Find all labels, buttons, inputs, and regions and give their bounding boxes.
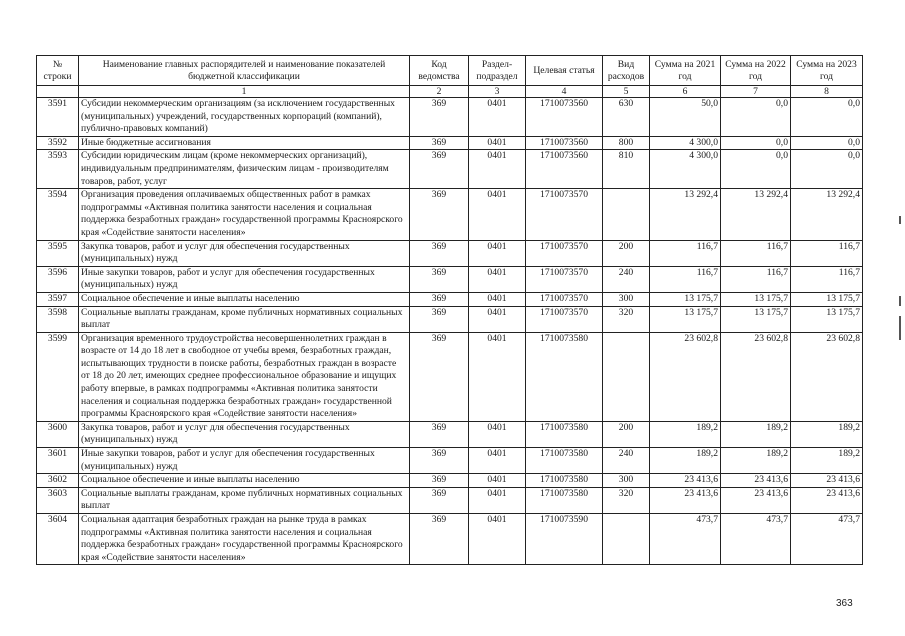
sum-2021-cell: 116,7 xyxy=(650,240,721,266)
row-number-cell: 3594 xyxy=(37,189,79,240)
scan-artifact xyxy=(899,216,901,224)
target-item-cell: 1710073580 xyxy=(526,474,603,488)
table-row xyxy=(37,514,863,565)
sum-2022-cell: 23 413,6 xyxy=(721,487,791,513)
sum-2022-cell: 116,7 xyxy=(721,266,791,292)
sum-2021-cell: 116,7 xyxy=(650,266,721,292)
row-number-cell: 3604 xyxy=(37,514,79,565)
table-body xyxy=(37,98,863,565)
department-code-cell: 369 xyxy=(410,266,469,292)
sum-2022-cell: 0,0 xyxy=(721,136,791,150)
sum-2021-cell: 50,0 xyxy=(650,98,721,137)
target-item-cell: 1710073570 xyxy=(526,266,603,292)
target-item-cell: 1710073570 xyxy=(526,189,603,240)
sum-2023-cell: 189,2 xyxy=(791,421,863,447)
target-item-cell: 1710073560 xyxy=(526,150,603,189)
header-expense-type: Вид расходов xyxy=(603,56,650,86)
target-item-cell: 1710073580 xyxy=(526,332,603,421)
row-number-cell: 3593 xyxy=(37,150,79,189)
target-item-cell: 1710073580 xyxy=(526,421,603,447)
column-number: 2 xyxy=(410,86,469,98)
sum-2023-cell: 116,7 xyxy=(791,240,863,266)
sum-2022-cell: 23 413,6 xyxy=(721,474,791,488)
expense-type-cell: 200 xyxy=(603,240,650,266)
sum-2022-cell: 23 602,8 xyxy=(721,332,791,421)
target-item-cell: 1710073580 xyxy=(526,448,603,474)
row-name-cell: Социальные выплаты гражданам, кроме публичных нормативных социальных выплат xyxy=(79,306,410,332)
section-cell: 0401 xyxy=(469,487,526,513)
department-code-cell: 369 xyxy=(410,136,469,150)
section-cell: 0401 xyxy=(469,189,526,240)
sum-2021-cell: 13 292,4 xyxy=(650,189,721,240)
row-name-cell: Закупка товаров, работ и услуг для обеспечения государственных (муниципальных) нужд xyxy=(79,240,410,266)
target-item-cell: 1710073570 xyxy=(526,240,603,266)
section-cell: 0401 xyxy=(469,292,526,306)
department-code-cell: 369 xyxy=(410,514,469,565)
row-name-cell: Закупка товаров, работ и услуг для обеспечения государственных (муниципальных) нужд xyxy=(79,421,410,447)
table-row xyxy=(37,189,863,240)
header-name: Наименование главных распорядителей и наименование показателей бюджетной классификации xyxy=(79,56,410,86)
department-code-cell: 369 xyxy=(410,474,469,488)
expense-type-cell xyxy=(603,189,650,240)
header-sum-2022: Сумма на 2022 год xyxy=(721,56,791,86)
sum-2021-cell: 23 413,6 xyxy=(650,487,721,513)
sum-2021-cell: 13 175,7 xyxy=(650,306,721,332)
sum-2021-cell: 13 175,7 xyxy=(650,292,721,306)
expense-type-cell xyxy=(603,514,650,565)
row-number-cell: 3597 xyxy=(37,292,79,306)
row-name-cell: Социальные выплаты гражданам, кроме публичных нормативных социальных выплат xyxy=(79,487,410,513)
sum-2023-cell: 13 292,4 xyxy=(791,189,863,240)
target-item-cell: 1710073580 xyxy=(526,487,603,513)
header-sum-2021: Сумма на 2021 год xyxy=(650,56,721,86)
expense-type-cell: 240 xyxy=(603,448,650,474)
section-cell: 0401 xyxy=(469,136,526,150)
table-row xyxy=(37,136,863,150)
table-row xyxy=(37,448,863,474)
row-number-cell: 3591 xyxy=(37,98,79,137)
table-row xyxy=(37,266,863,292)
header-row-number: № строки xyxy=(37,56,79,86)
department-code-cell: 369 xyxy=(410,306,469,332)
scan-artifact xyxy=(899,296,901,306)
row-number-cell: 3599 xyxy=(37,332,79,421)
row-number-cell: 3596 xyxy=(37,266,79,292)
target-item-cell: 1710073560 xyxy=(526,98,603,137)
row-name-cell: Субсидии юридическим лицам (кроме некоммерческих организаций), индивидуальным предпринимателям, физическим лицам - производителям товаров, работ, услуг xyxy=(79,150,410,189)
header-department-code: Код ведомства xyxy=(410,56,469,86)
column-number: 8 xyxy=(791,86,863,98)
section-cell: 0401 xyxy=(469,150,526,189)
row-name-cell: Социальное обеспечение и иные выплаты населению xyxy=(79,474,410,488)
sum-2021-cell: 4 300,0 xyxy=(650,136,721,150)
column-number: 3 xyxy=(469,86,526,98)
sum-2023-cell: 23 413,6 xyxy=(791,487,863,513)
table-header-row xyxy=(37,56,863,86)
sum-2022-cell: 13 292,4 xyxy=(721,189,791,240)
sum-2023-cell: 0,0 xyxy=(791,150,863,189)
sum-2023-cell: 0,0 xyxy=(791,136,863,150)
sum-2021-cell: 473,7 xyxy=(650,514,721,565)
target-item-cell: 1710073570 xyxy=(526,306,603,332)
column-number: 7 xyxy=(721,86,791,98)
sum-2021-cell: 23 602,8 xyxy=(650,332,721,421)
expense-type-cell: 200 xyxy=(603,421,650,447)
row-name-cell: Организация временного трудоустройства несовершеннолетних граждан в возрасте от 14 до 18 лет в свободное от учебы время, безработных граждан, испытывающих трудности в поиске работы, безработных граждан в возрасте от 18 до 20 лет, имеющих среднее профессиональное образование и ищущих работу впервые, в рамках подпрограммы «Активная политика занятости населения и социальная поддержка безработных граждан» государственной программы Красноярского края «Содействие занятости населения» xyxy=(79,332,410,421)
row-name-cell: Социальное обеспечение и иные выплаты населению xyxy=(79,292,410,306)
table-row xyxy=(37,240,863,266)
expense-type-cell xyxy=(603,332,650,421)
column-number: 5 xyxy=(603,86,650,98)
section-cell: 0401 xyxy=(469,448,526,474)
section-cell: 0401 xyxy=(469,98,526,137)
row-number-cell: 3595 xyxy=(37,240,79,266)
row-number-cell: 3601 xyxy=(37,448,79,474)
sum-2022-cell: 116,7 xyxy=(721,240,791,266)
column-number: 1 xyxy=(79,86,410,98)
row-name-cell: Субсидии некоммерческим организациям (за исключением государственных (муниципальных) учреждений, государственных корпораций (компаний), публично-правовых компаний) xyxy=(79,98,410,137)
sum-2021-cell: 23 413,6 xyxy=(650,474,721,488)
expense-type-cell: 320 xyxy=(603,487,650,513)
row-name-cell: Социальная адаптация безработных граждан на рынке труда в рамках подпрограммы «Активная политика занятости населения и социальная поддержка безработных граждан» государственной программы Красноярского края «Содействие занятости населения» xyxy=(79,514,410,565)
target-item-cell: 1710073570 xyxy=(526,292,603,306)
department-code-cell: 369 xyxy=(410,421,469,447)
section-cell: 0401 xyxy=(469,514,526,565)
sum-2023-cell: 473,7 xyxy=(791,514,863,565)
row-name-cell: Организация проведения оплачиваемых общественных работ в рамках подпрограммы «Активная политика занятости населения и социальная поддержка безработных граждан» государственной программы Красноярского края «Содействие занятости населения» xyxy=(79,189,410,240)
sum-2022-cell: 13 175,7 xyxy=(721,292,791,306)
budget-table xyxy=(36,55,863,565)
sum-2021-cell: 189,2 xyxy=(650,421,721,447)
sum-2023-cell: 189,2 xyxy=(791,448,863,474)
department-code-cell: 369 xyxy=(410,98,469,137)
row-name-cell: Иные бюджетные ассигнования xyxy=(79,136,410,150)
department-code-cell: 369 xyxy=(410,487,469,513)
sum-2022-cell: 189,2 xyxy=(721,448,791,474)
column-number: 6 xyxy=(650,86,721,98)
department-code-cell: 369 xyxy=(410,189,469,240)
sum-2022-cell: 13 175,7 xyxy=(721,306,791,332)
sum-2021-cell: 189,2 xyxy=(650,448,721,474)
section-cell: 0401 xyxy=(469,240,526,266)
expense-type-cell: 800 xyxy=(603,136,650,150)
sum-2023-cell: 23 602,8 xyxy=(791,332,863,421)
column-number: 4 xyxy=(526,86,603,98)
target-item-cell: 1710073590 xyxy=(526,514,603,565)
department-code-cell: 369 xyxy=(410,332,469,421)
table-row xyxy=(37,474,863,488)
expense-type-cell: 300 xyxy=(603,474,650,488)
expense-type-cell: 630 xyxy=(603,98,650,137)
table-row xyxy=(37,332,863,421)
sum-2022-cell: 189,2 xyxy=(721,421,791,447)
section-cell: 0401 xyxy=(469,421,526,447)
header-section: Раздел-подраздел xyxy=(469,56,526,86)
sum-2022-cell: 0,0 xyxy=(721,98,791,137)
table-row xyxy=(37,98,863,137)
table-row xyxy=(37,487,863,513)
table-row xyxy=(37,421,863,447)
department-code-cell: 369 xyxy=(410,150,469,189)
section-cell: 0401 xyxy=(469,474,526,488)
department-code-cell: 369 xyxy=(410,448,469,474)
row-number-cell: 3602 xyxy=(37,474,79,488)
section-cell: 0401 xyxy=(469,332,526,421)
expense-type-cell: 240 xyxy=(603,266,650,292)
sum-2022-cell: 0,0 xyxy=(721,150,791,189)
department-code-cell: 369 xyxy=(410,240,469,266)
table-row xyxy=(37,292,863,306)
sum-2023-cell: 13 175,7 xyxy=(791,306,863,332)
expense-type-cell: 810 xyxy=(603,150,650,189)
sum-2023-cell: 116,7 xyxy=(791,266,863,292)
scan-artifact xyxy=(899,316,901,340)
table-row xyxy=(37,306,863,332)
section-cell: 0401 xyxy=(469,266,526,292)
section-cell: 0401 xyxy=(469,306,526,332)
sum-2023-cell: 23 413,6 xyxy=(791,474,863,488)
target-item-cell: 1710073560 xyxy=(526,136,603,150)
header-sum-2023: Сумма на 2023 год xyxy=(791,56,863,86)
row-number-cell: 3598 xyxy=(37,306,79,332)
sum-2021-cell: 4 300,0 xyxy=(650,150,721,189)
table-row xyxy=(37,150,863,189)
sum-2022-cell: 473,7 xyxy=(721,514,791,565)
row-number-cell: 3603 xyxy=(37,487,79,513)
expense-type-cell: 300 xyxy=(603,292,650,306)
row-number-cell: 3592 xyxy=(37,136,79,150)
row-name-cell: Иные закупки товаров, работ и услуг для обеспечения государственных (муниципальных) нужд xyxy=(79,448,410,474)
row-number-cell: 3600 xyxy=(37,421,79,447)
sum-2023-cell: 0,0 xyxy=(791,98,863,137)
expense-type-cell: 320 xyxy=(603,306,650,332)
page-number: 363 xyxy=(836,598,853,609)
column-number-row xyxy=(37,86,863,98)
sum-2023-cell: 13 175,7 xyxy=(791,292,863,306)
column-number xyxy=(37,86,79,98)
department-code-cell: 369 xyxy=(410,292,469,306)
header-target-item: Целевая статья xyxy=(526,56,603,86)
row-name-cell: Иные закупки товаров, работ и услуг для обеспечения государственных (муниципальных) нужд xyxy=(79,266,410,292)
